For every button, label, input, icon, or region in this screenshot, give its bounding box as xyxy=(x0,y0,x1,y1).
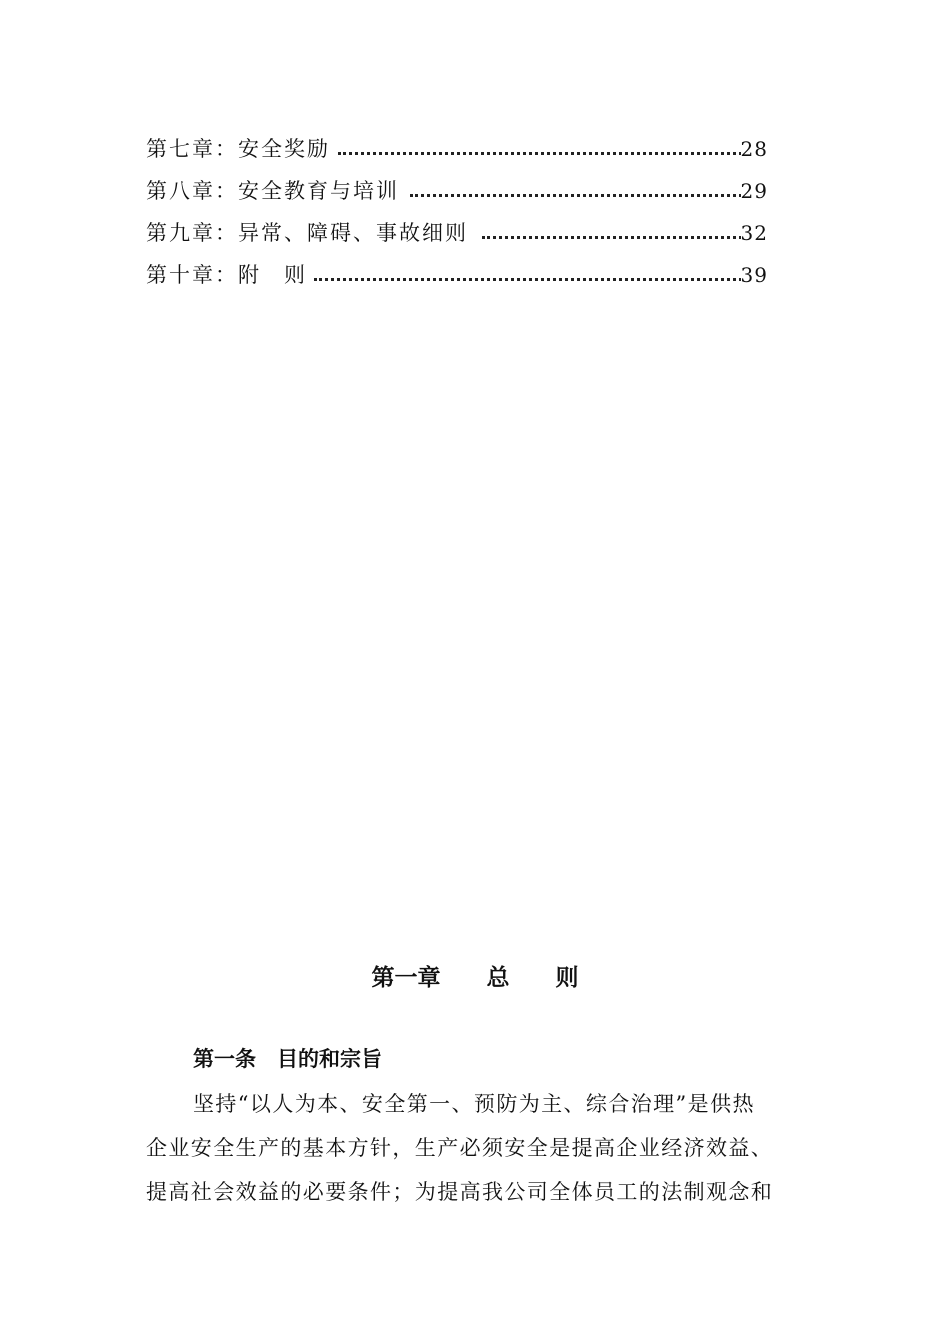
table-of-contents xyxy=(146,130,768,298)
toc-entry-page: 39 xyxy=(741,260,768,290)
toc-entry[interactable] xyxy=(146,256,768,298)
toc-entry-title: 第八章：安全教育与培训 xyxy=(146,176,399,206)
toc-entry-title: 第七章：安全奖励 xyxy=(146,134,330,164)
toc-entry-page: 28 xyxy=(741,134,768,164)
toc-leader-dots xyxy=(410,167,742,197)
body-line: 提高社会效益的必要条件；为提高我公司全体员工的法制观念和 xyxy=(146,1180,774,1204)
toc-leader-dots xyxy=(314,251,742,281)
body-line: 坚持“以人为本、安全第一、预防为主、综合治理”是供热 xyxy=(193,1092,755,1116)
toc-leader-dots xyxy=(338,125,742,155)
toc-entry[interactable] xyxy=(146,172,768,214)
toc-entry-page: 32 xyxy=(741,218,768,248)
toc-entry-title: 第十章：附 则 xyxy=(146,260,307,290)
toc-entry-title: 第九章：异常、障碍、事故细则 xyxy=(146,218,468,248)
toc-entry[interactable] xyxy=(146,130,768,172)
article-body xyxy=(146,1082,808,1214)
toc-entry[interactable] xyxy=(146,214,768,256)
toc-leader-dots xyxy=(482,209,742,239)
article-heading: 第一条 目的和宗旨 xyxy=(193,1046,382,1071)
body-line: 企业安全生产的基本方针，生产必须安全是提高企业经济效益、 xyxy=(146,1136,774,1160)
chapter-title: 第一章 总 则 xyxy=(371,964,579,991)
toc-entry-page: 29 xyxy=(741,176,768,206)
